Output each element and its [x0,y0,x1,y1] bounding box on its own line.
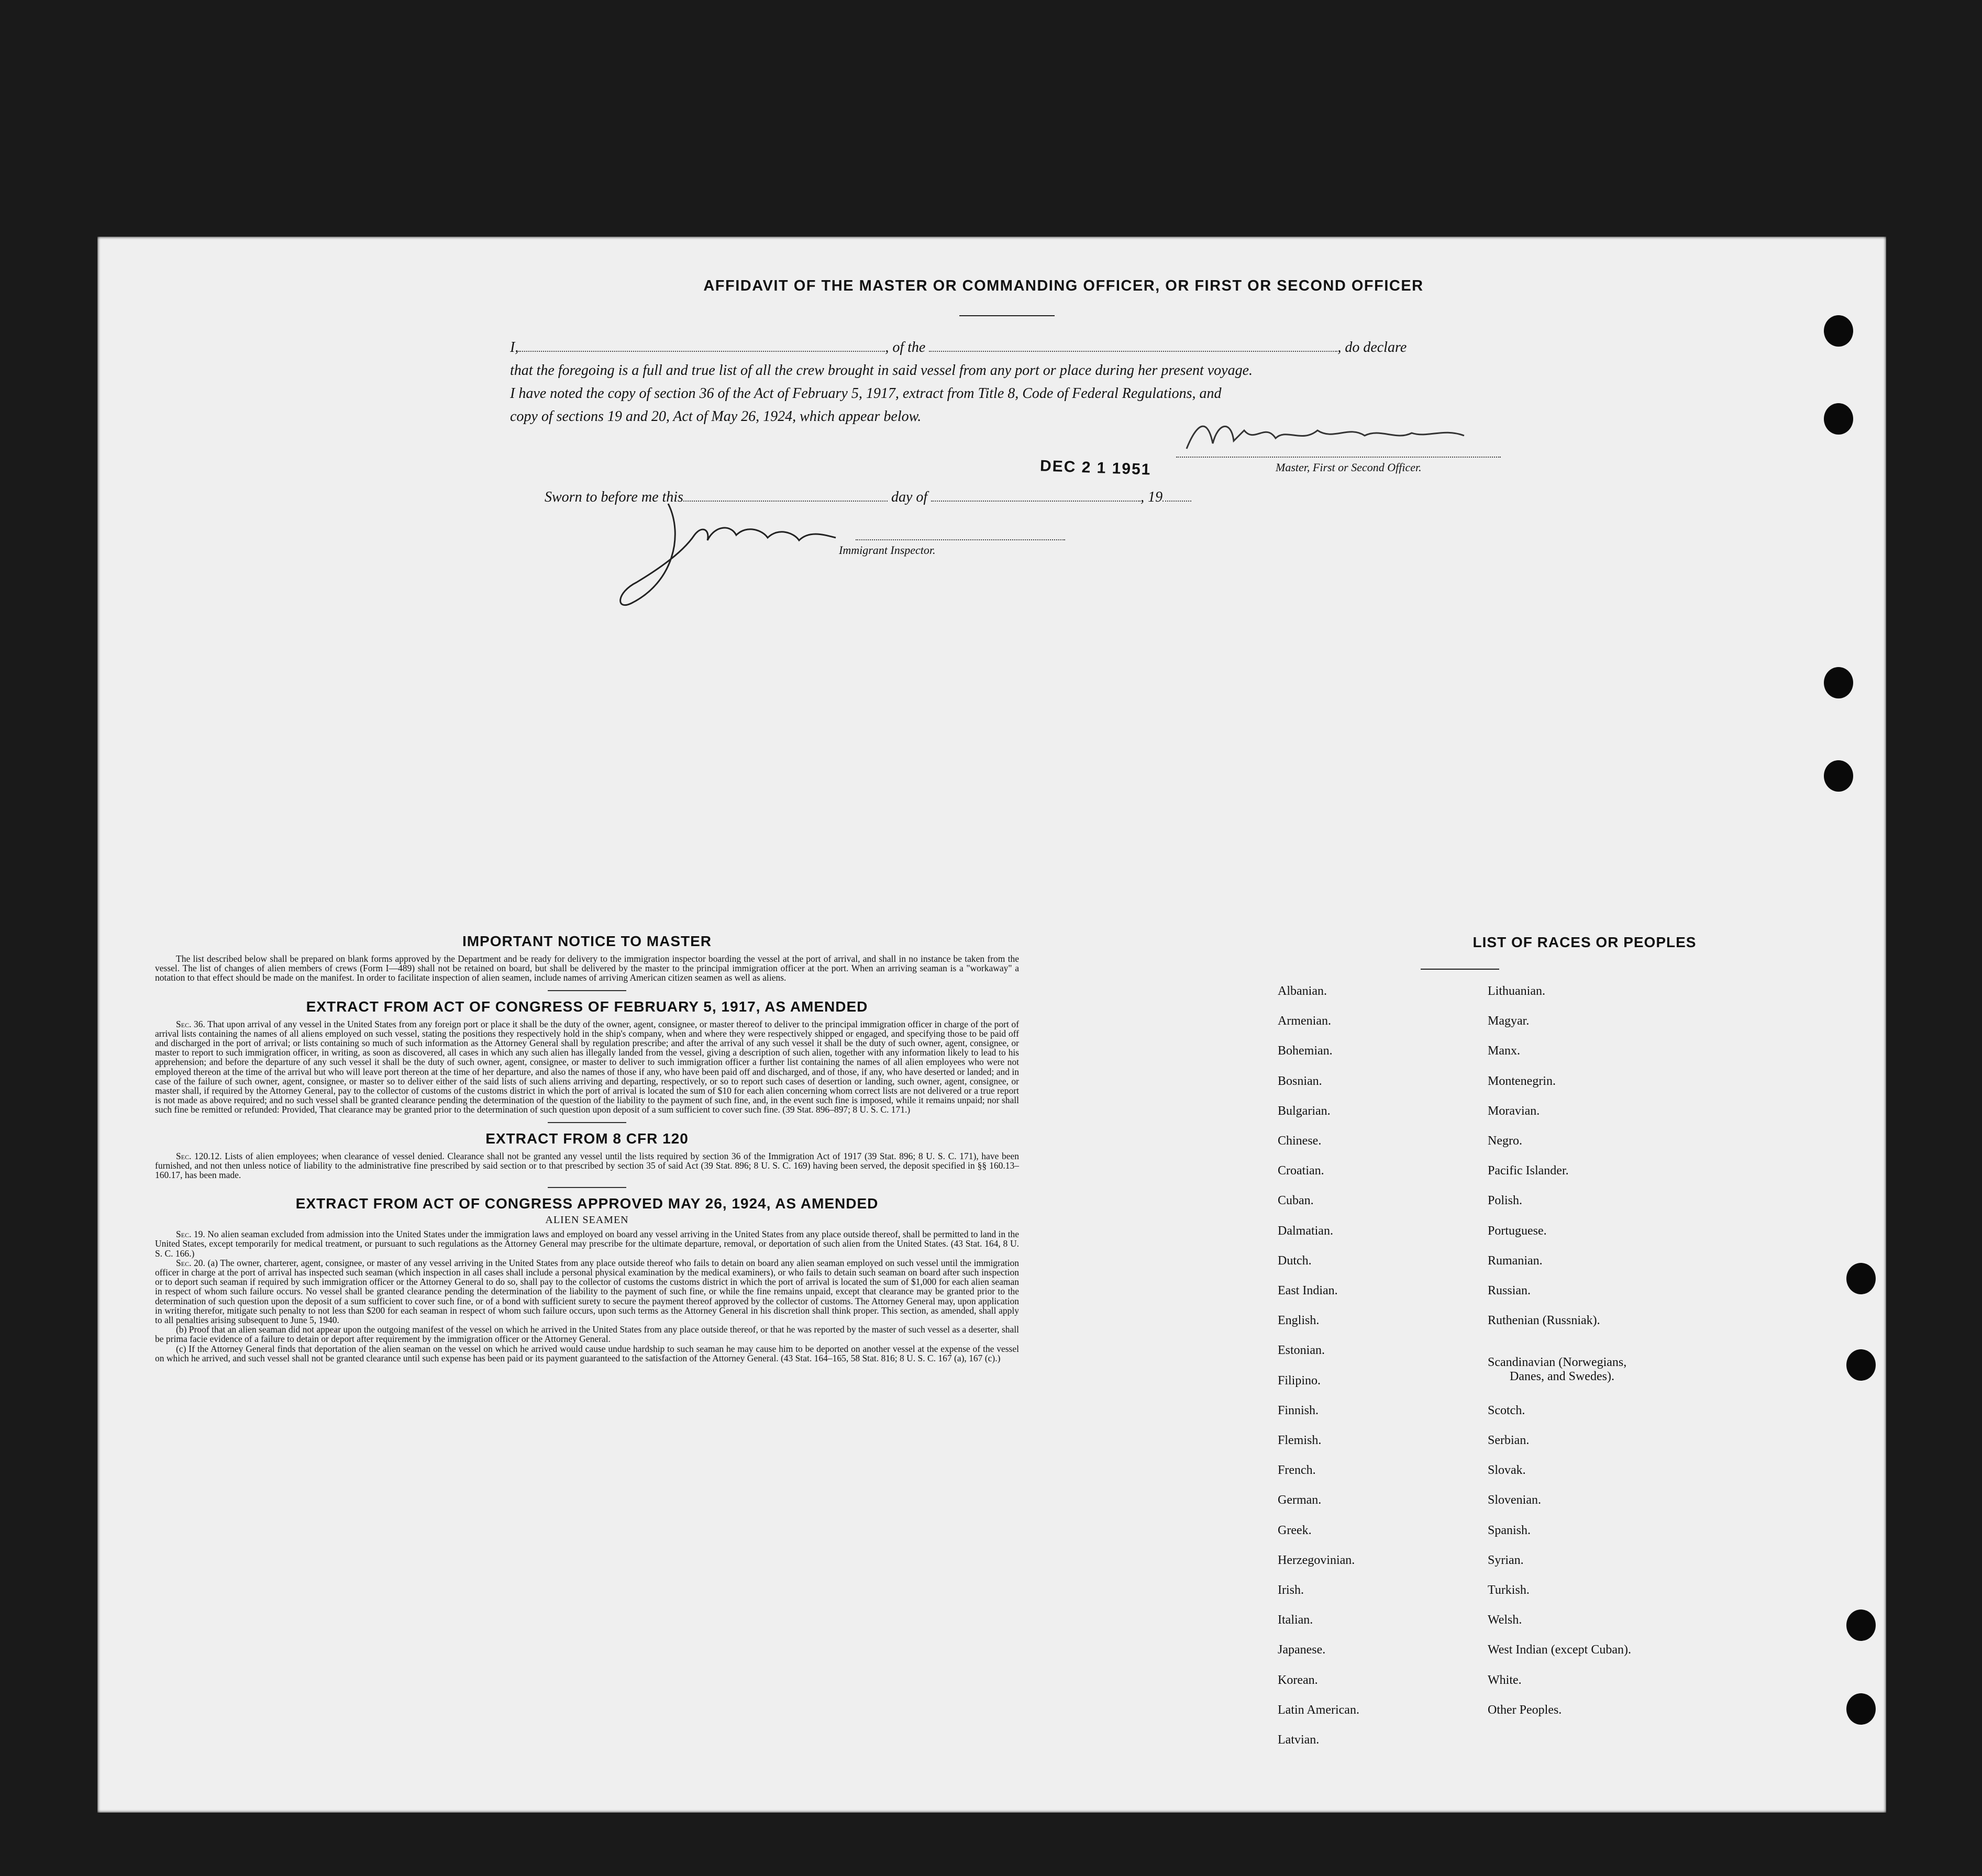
punch-hole [1824,403,1853,435]
master-caption: Master, First or Second Officer. [1276,461,1422,474]
race-item: Estonian. [1278,1344,1325,1358]
declare-suffix: , do declare [1337,339,1407,356]
races-title: LIST OF RACES OR PEOPLES [1472,934,1697,950]
section-rule [548,1122,626,1123]
race-item: East Indian. [1278,1284,1338,1297]
race-item: Slovak. [1488,1463,1526,1478]
race-item: Pacific Islander. [1488,1164,1569,1178]
title-rule [959,315,1055,316]
cfr-text [155,1151,1019,1180]
race-item: Bosnian. [1278,1074,1322,1088]
act-1924-title: EXTRACT FROM ACT OF CONGRESS APPROVED MAY 26, 1924, AS AMENDED [295,1195,879,1212]
race-item: Turkish. [1488,1583,1530,1597]
punch-hole [1846,1693,1876,1725]
alien-seamen-subtitle: ALIEN SEAMEN [545,1214,629,1226]
race-item: Bulgarian. [1278,1104,1331,1118]
sec-20a-text: (a) The owner, charterer, agent, consignee, or master of any vessel arriving in the United States from any place outside thereof who fails to detain on board any alien seaman employed on such vessel until the immigration officer in charge at the port of arrival has inspected such seaman (which inspection in all cases shall include a personal physical examination by the medical examiners), or who fails to detain such seaman on board after such inspection or to deport such seaman if required by such immigration officer or the Attorney General to do so, shall pay to the collector of customs the customs district in which the port of arrival is located the sum of $1,000 for each alien seaman in respect of whom such failure occurs. No vessel shall be granted clearance pending the determination of the liability to the payment of such fine, or while the fine remains unpaid, except that clearance may be granted prior to the determination of such question upon the deposit of a sum sufficient to cover such fine, or of a bond with sufficient surety to secure the payment thereof approved by the collector of customs. The Attorney General may, upon application in writing therefor, mitigate such penalty to not less than $200 for each seaman in respect of whom such failure occurs, upon such terms as the Attorney General in his discretion shall think proper. This section, as amended, shall apply to all penalties arising subsequent to June 5, 1940. [155,1257,1019,1326]
date-stamp: DEC 2 1 1951 [1039,457,1151,479]
month-blank[interactable] [931,491,1141,502]
race-item: Polish. [1488,1194,1523,1208]
sec-120-label: Sec. 120.12. [176,1150,222,1161]
race-item: English. [1278,1314,1320,1328]
sec-19-label: Sec. 19. [176,1229,205,1240]
name-blank[interactable] [518,341,885,352]
act-1917-title: EXTRACT FROM ACT OF CONGRESS OF FEBRUARY 5, 1917, AS AMENDED [306,998,868,1015]
race-item: Dalmatian. [1278,1224,1333,1238]
races-title-rule [1421,969,1499,970]
sec-36-text: That upon arrival of any vessel in the United States from any foreign port or place it shall be the duty of the owner, agent, consignee, or master thereof to deliver to the principal immigration officer in charge of the port of arrival lists containing the names of all aliens employed on such vessel, stating the positions they respectively hold in the ship's company, when and where they were respectively shipped or engaged, and specifying those to be paid off and discharged in the port of arrival; or lists containing so much of such information as the Attorney General shall by regulation prescribe; and after the arrival of any such vessel it shall be the duty of such owner, agent, consignee, or master to report to such immigration officer, in writing, as soon as discovered, all cases in which any such alien has illegally landed from the vessel, giving a description of such alien, together with any information likely to lead to his apprehension; and before the departure of any such vessel it shall be the duty of such owner, agent, consignee, or master to deliver to such immigration officer a further list containing the names of all alien employees who were not employed thereon at the time of the arrival but who will leave port thereon at the time of her departure, and also the names of those if any, who have been paid off and discharged, and of those, if any, who have deserted or landed; and in case of the failure of such owner, agent, consignee, or master so to deliver either of the said lists of such aliens arriving and departing, respectively, or so to report such cases of desertion or landing, such owner, agent, consignee, or master shall, if required by the Attorney General, pay to the collector of customs of the customs district in which the port of arrival is located the sum of $10 for each alien concerning whom correct lists are not delivered or a true report is not made as above required; and no such vessel shall be granted clearance pending the determination of the question of the liability to the payment of such fine, and, in the event such fine is imposed, while it remains unpaid; nor shall such fine be remitted or refunded: Provided, That clearance may be granted prior to the determination of such question upon deposit of a sum sufficient to cover such fine. (39 Stat. 896–897; 8 U. S. C. 171.) [155,1018,1019,1115]
sec-19-paragraph [155,1229,1019,1258]
race-item: Montenegrin. [1488,1074,1556,1088]
race-item: Portuguese. [1488,1224,1547,1238]
declare-prefix: I, [510,339,519,356]
race-item: Korean. [1278,1673,1318,1687]
sec-120-text: Lists of alien employees; when clearance of vessel denied. Clearance shall not be granted any vessel until the lists required by section 36 of the Immigration Act of 1917 (39 Stat. 896; 8 U. S. C. 171), have been furnished, and not then unless notice of liability to the administrative fine prescribed by said section or to that prescribed by section 35 of said Act (39 Stat. 896; 8 U. S. C. 169) having been served, the deposit specified in §§ 160.13–160.17, has been made. [155,1150,1019,1181]
cfr-title: EXTRACT FROM 8 CFR 120 [485,1130,689,1147]
year-blank[interactable] [1162,491,1191,502]
form-sheet [97,237,1886,1813]
sworn-prefix: Sworn to before me this [545,489,683,505]
race-item: Danes, and Swedes). [1510,1370,1614,1384]
race-item: Bohemian. [1278,1044,1333,1058]
punch-hole [1824,667,1853,698]
declaration-line-4: copy of sections 19 and 20, Act of May 26, 1924, which appear below. [510,408,922,425]
race-item: Italian. [1278,1613,1313,1627]
race-item: Finnish. [1278,1403,1319,1417]
notice-title: IMPORTANT NOTICE TO MASTER [462,933,712,949]
punch-hole [1824,315,1853,347]
race-item: Russian. [1488,1284,1531,1297]
act-1917-text [155,1019,1019,1115]
race-item: Japanese. [1278,1643,1326,1657]
race-item: Scandinavian (Norwegians, [1488,1356,1627,1370]
race-item: Other Peoples. [1488,1703,1562,1717]
master-signature [1181,412,1475,459]
race-item: White. [1488,1673,1522,1687]
race-item: Negro. [1488,1134,1522,1148]
race-item: Croatian. [1278,1164,1324,1178]
race-item: Latvian. [1278,1733,1320,1747]
race-item: Manx. [1488,1044,1520,1058]
race-item: Cuban. [1278,1194,1314,1208]
race-item: Ruthenian (Russniak). [1488,1314,1600,1328]
inspector-caption: Immigrant Inspector. [839,543,936,557]
race-item: Dutch. [1278,1253,1312,1268]
race-item: Magyar. [1488,1014,1530,1028]
race-item: Irish. [1278,1583,1304,1597]
notice-text: The list described below shall be prepared on blank forms approved by the Department and be ready for delivery to the immigration inspector boarding the vessel at the port of arrival, and shall in no instance be taken from the vessel. The list of changes of alien members of crews (Form I—489) shall not be retained on board, but shall be delivered by the master to the principal immigration officer at the port. When an arriving seaman is a "workaway" a notation to that effect should be made on the manifest. In order to facilitate inspection of alien seamen, include names of arriving American citizen seamen as well as aliens. [155,953,1019,983]
race-item: Herzegovinian. [1278,1553,1355,1567]
sec-20b-text: (b) Proof that an alien seaman did not appear upon the outgoing manifest of the vessel on which he arrived in the United States from any place outside thereof, or that he was reported by the master of such vessel as a deserter, shall be prima facie evidence of a failure to detain or deport after requirement by the immigration officer or the Attorney General. [155,1324,1019,1345]
race-item: Latin American. [1278,1703,1359,1717]
punch-hole [1846,1609,1876,1641]
race-item: West Indian (except Cuban). [1488,1643,1631,1657]
race-item: Moravian. [1488,1104,1540,1118]
section-rule [548,1187,626,1188]
sec-20-label: Sec. 20. [176,1257,205,1268]
race-item: Filipino. [1278,1373,1321,1387]
sec-20c-text: (c) If the Attorney General finds that deportation of the alien seaman on the vessel on which he arrived would cause undue hardship to such seaman he may cause him to be deported on another vessel at the expense of the vessel on which he arrived, and such vessel shall not be granted clearance until such expense has been paid or its payment guaranteed to the satisfaction of the Attorney General. (43 Stat. 164–165, 58 Stat. 816; 8 U. S. C. 167 (a), 167 (c).) [155,1343,1019,1363]
race-item: Syrian. [1488,1553,1524,1567]
punch-hole [1846,1349,1876,1381]
race-item: Albanian. [1278,984,1327,998]
sworn-day-of: day of [891,489,928,505]
race-item: Slovenian. [1488,1493,1541,1507]
master-signature-line [1176,457,1501,458]
vessel-blank[interactable] [929,341,1337,352]
race-item: Flemish. [1278,1434,1322,1447]
section-rule [548,990,626,991]
declaration-line-2: that the foregoing is a full and true list of all the crew brought in said vessel from any port or place during her present voyage. [510,362,1253,379]
race-item: Serbian. [1488,1434,1530,1447]
inspector-signature-line [856,539,1065,540]
race-item: Armenian. [1278,1014,1331,1028]
legal-extracts [155,933,1019,1363]
race-item: Scotch. [1488,1403,1525,1417]
punch-hole [1846,1263,1876,1294]
race-item: Chinese. [1278,1134,1322,1148]
sec-19-text: No alien seaman excluded from admission into the United States under the immigration laws and employed on board any vessel arriving in the United States from any place outside thereof, shall be permitted to land in the United States, except temporarily for medical treatment, or pursuant to such regulations as the Attorney General may prescribe for the ultimate departure, removal, or deportation of such alien from the United States. (43 Stat. 164, 8 U. S. C. 166.) [155,1229,1020,1259]
inspector-signature [611,493,872,614]
race-item: Spanish. [1488,1523,1531,1537]
sec-36-label: Sec. 36. [176,1018,205,1029]
sec-20a-paragraph [155,1258,1019,1325]
sworn-year: , 19 [1141,489,1163,505]
race-item: Rumanian. [1488,1253,1543,1268]
affidavit-title: AFFIDAVIT OF THE MASTER OR COMMANDING OFFICER, OR FIRST OR SECOND OFFICER [703,277,1424,294]
race-item: German. [1278,1493,1322,1507]
race-item: Greek. [1278,1523,1312,1537]
race-item: Lithuanian. [1488,984,1545,998]
declaration-line-3: I have noted the copy of section 36 of the Act of February 5, 1917, extract from Title 8, Code of Federal Regulations, and [510,385,1222,402]
race-item: Welsh. [1488,1613,1522,1627]
declare-of-the: , of the [885,339,926,356]
punch-hole [1824,760,1853,792]
race-item: French. [1278,1463,1316,1478]
